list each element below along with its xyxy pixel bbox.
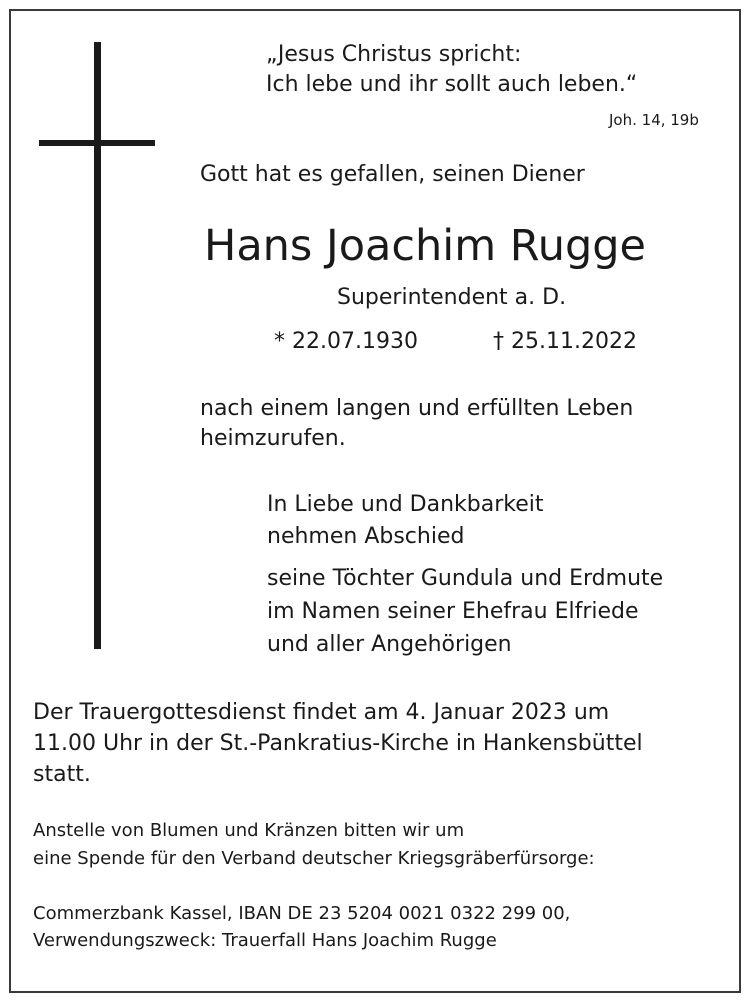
mourners-line-2: im Namen seiner Ehefrau Elfriede [267,599,639,624]
farewell-line-2: nehmen Abschied [267,524,465,549]
quote-line-1: „Jesus Christus spricht: [266,42,522,67]
deceased-title: Superintendent a. D. [337,285,567,310]
farewell-line-1: In Liebe und Dankbarkeit [267,492,544,517]
service-line-2: 11.00 Uhr in der St.-Pankratius-Kirche in Hankensbüttel [33,731,643,756]
cross-horizontal-bar [39,140,155,146]
quote-reference: Joh. 14, 19b [609,111,699,129]
mourners-line-1: seine Töchter Gundula und Erdmute [267,566,664,591]
donation-line-1: Anstelle von Blumen und Kränzen bitten wir um [33,820,465,841]
continuation-line-1: nach einem langen und erfüllten Leben [200,396,634,421]
mourners-line-3: und aller Angehörigen [267,632,512,657]
death-date: † 25.11.2022 [493,329,637,354]
donation-line-2: eine Spende für den Verband deutscher Kriegsgräberfürsorge: [33,848,595,869]
birth-date: * 22.07.1930 [274,329,418,354]
service-line-1: Der Trauergottesdienst findet am 4. Januar 2023 um [33,700,610,725]
bank-line-1: Commerzbank Kassel, IBAN DE 23 5204 0021 0322 299 00, [33,903,571,924]
cross-vertical-bar [94,42,101,649]
continuation-line-2: heimzurufen. [200,426,346,451]
intro-text: Gott hat es gefallen, seinen Diener [200,162,585,187]
service-line-3: statt. [33,762,91,787]
quote-line-2: Ich lebe und ihr sollt auch leben.“ [266,72,638,97]
bank-line-2: Verwendungszweck: Trauerfall Hans Joachim Rugge [33,930,497,951]
deceased-name: Hans Joachim Rugge [204,221,646,271]
